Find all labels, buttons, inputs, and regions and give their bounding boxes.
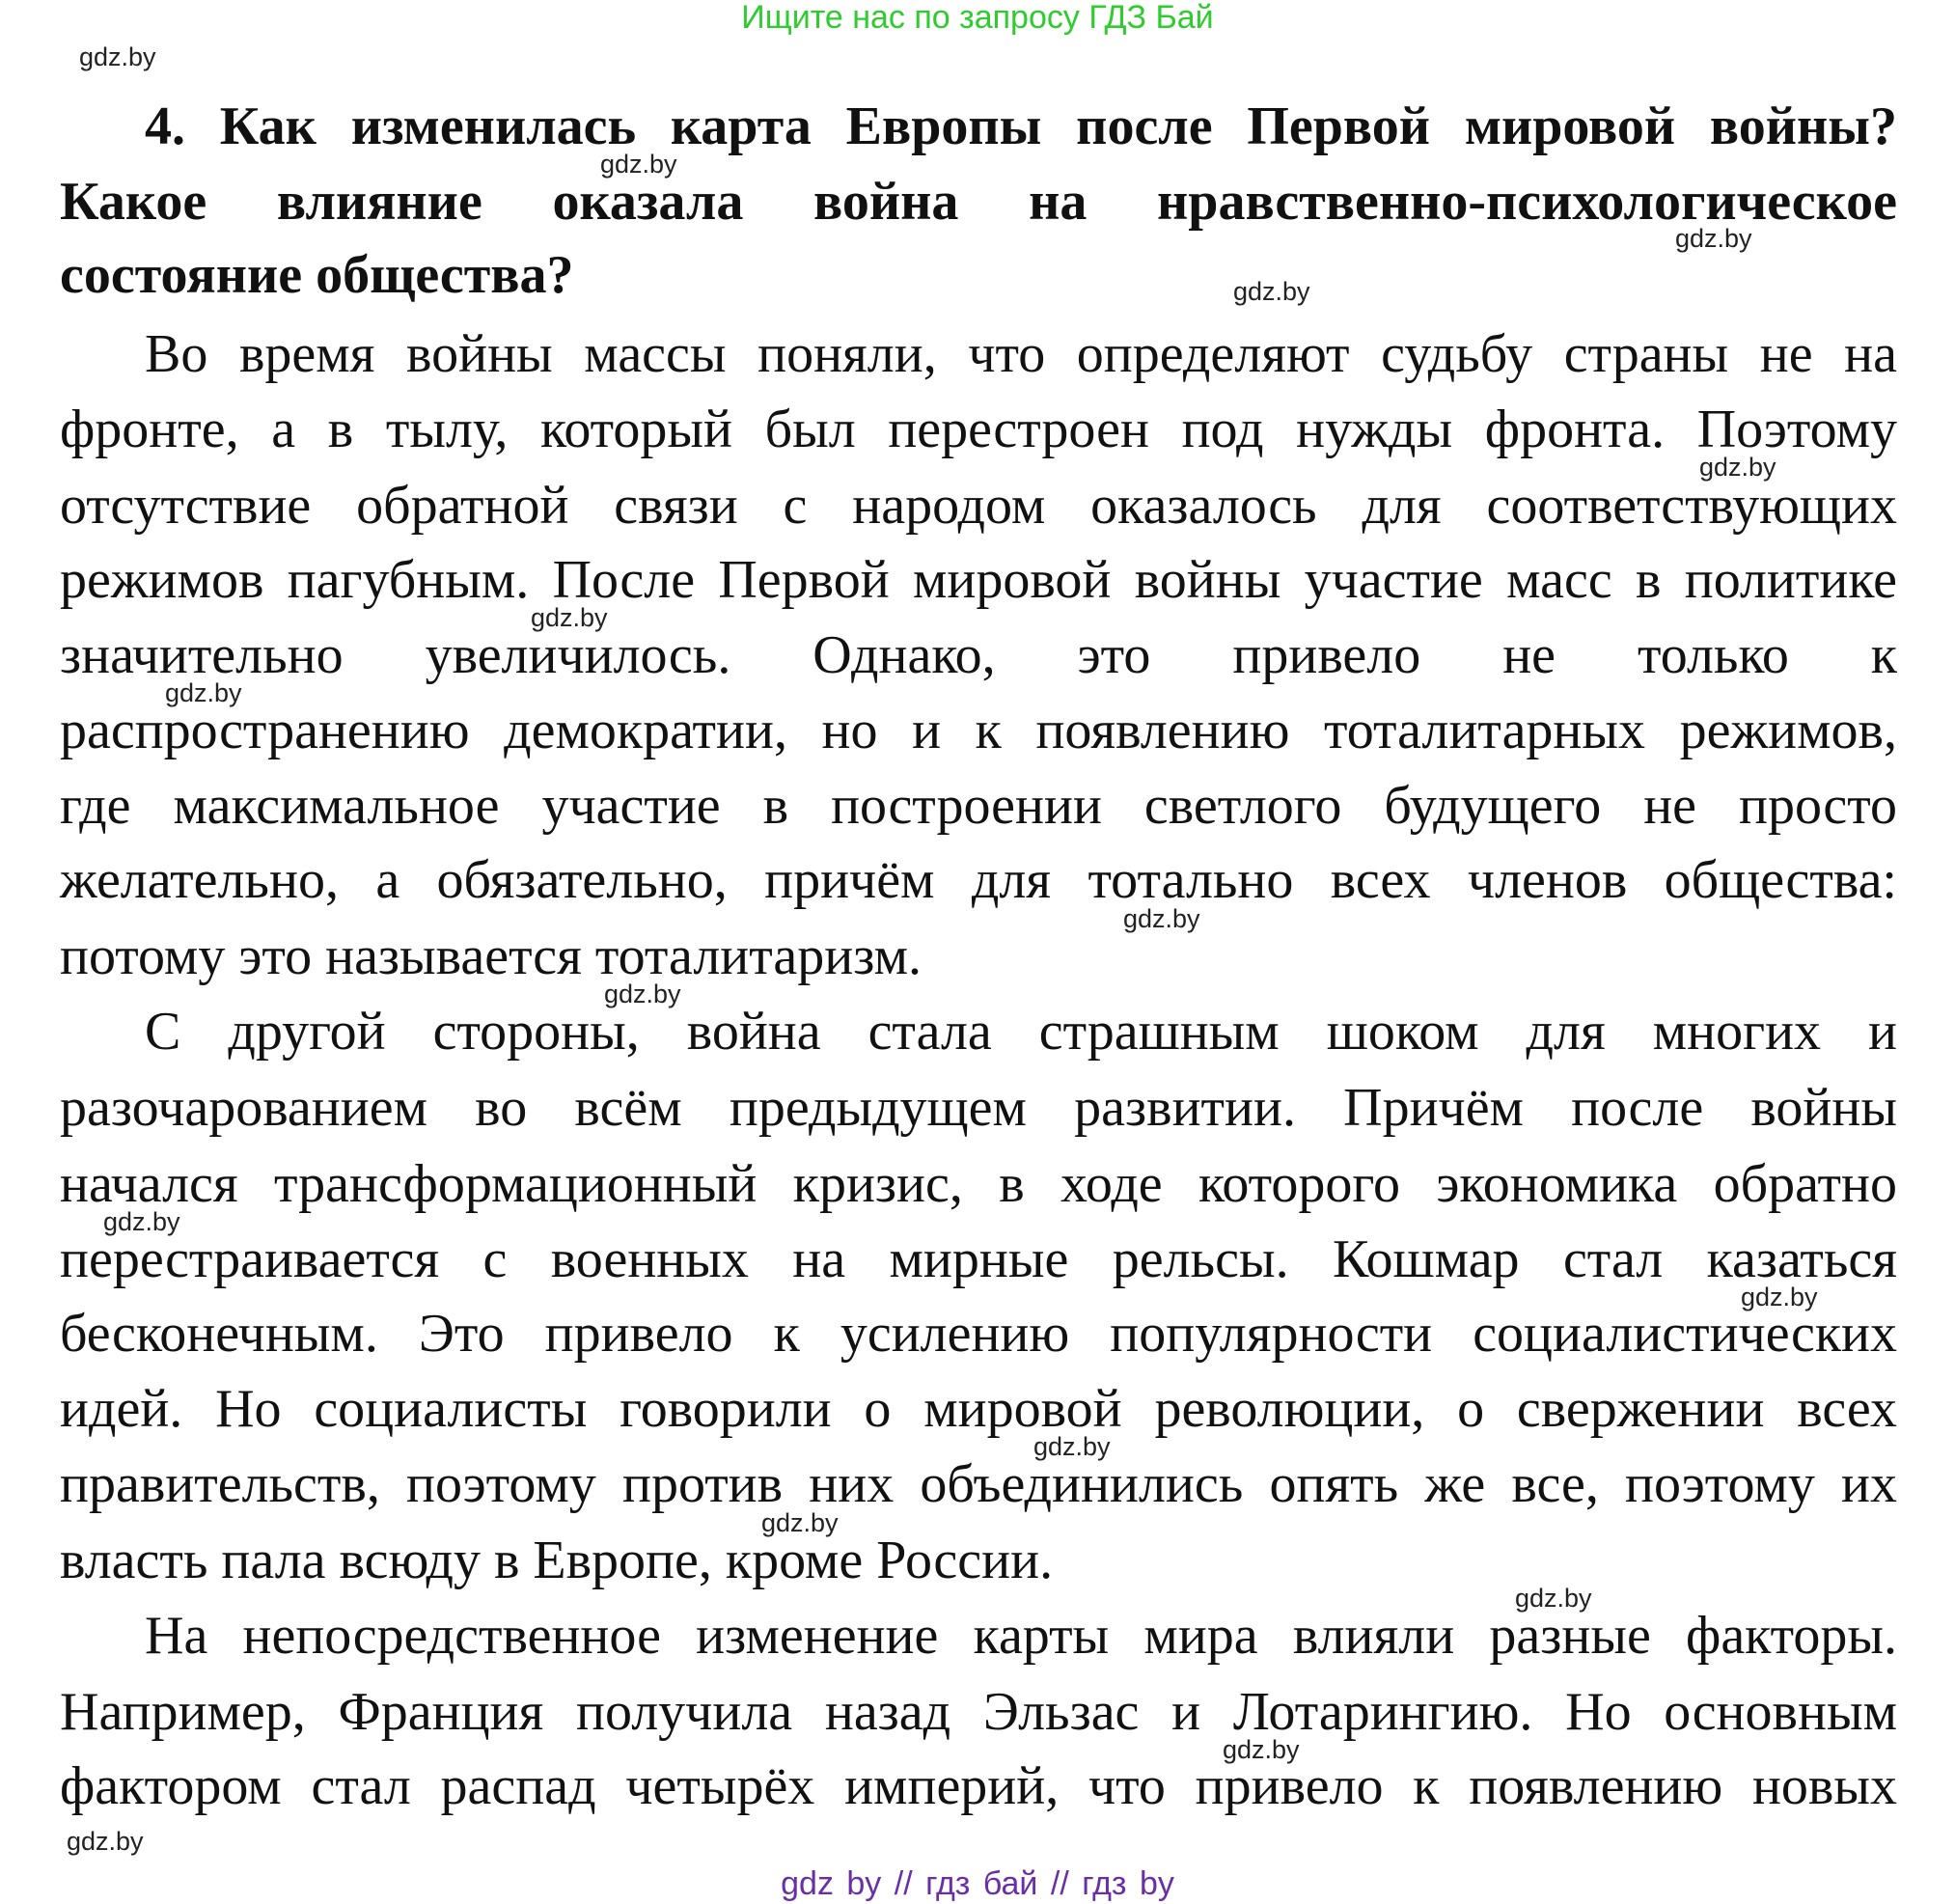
paragraph-2-line: бесконечным. Это привело к усилению популярности социалистических — [60, 1304, 1897, 1364]
watermark: gdz.by — [1223, 1735, 1300, 1764]
watermark: gdz.by — [531, 603, 608, 632]
watermark: gdz.by — [1233, 277, 1310, 306]
watermark: gdz.by — [600, 150, 677, 179]
paragraph-1-line: потому это называется тоталитаризм. — [60, 926, 922, 986]
paragraph-1-line: фронте, а в тылу, который был перестроен под нужды фронта. Поэтому — [60, 400, 1897, 459]
paragraph-2-line: разочарованием во всём предыдущем развитии. Причём после войны — [60, 1078, 1897, 1138]
watermark: gdz.by — [1123, 904, 1200, 933]
footer-links: gdz by // гдз бай // гдз by — [781, 1865, 1174, 1902]
question-heading-line-1: 4. Как изменилась карта Европы после Первой мировой войны? — [145, 97, 1897, 156]
watermark: gdz.by — [1515, 1584, 1592, 1613]
paragraph-1-line: распространению демократии, но и к появлению тоталитарных режимов, — [60, 701, 1897, 760]
watermark: gdz.by — [165, 678, 242, 707]
watermark: gdz.by — [761, 1508, 839, 1537]
paragraph-2-line: начался трансформационный кризис, в ходе которого экономика обратно — [60, 1154, 1897, 1214]
watermark: gdz.by — [1033, 1432, 1111, 1461]
watermark: gdz.by — [1741, 1283, 1818, 1311]
paragraph-1-line: желательно, а обязательно, причём для тотально всех членов общества: — [60, 850, 1897, 910]
watermark: gdz.by — [79, 42, 156, 71]
paragraph-2-line: перестраивается с военных на мирные рельсы. Кошмар стал казаться — [60, 1229, 1897, 1289]
paragraph-3-line: Например, Франция получила назад Эльзас и Лотарингию. Но основным — [60, 1682, 1897, 1742]
paragraph-2-line: власть пала всюду в Европе, кроме России. — [60, 1531, 1054, 1590]
watermark: gdz.by — [67, 1827, 144, 1856]
paragraph-3-line: На непосредственное изменение карты мира влияли разные факторы. — [145, 1606, 1897, 1666]
paragraph-2-line: правительств, поэтому против них объединились опять же все, поэтому их — [60, 1454, 1897, 1514]
watermark: gdz.by — [1675, 224, 1752, 253]
paragraph-1-line: Во время войны массы поняли, что определяют судьбу страны не на — [145, 324, 1897, 384]
paragraph-3-line: фактором стал распад четырёх империй, что привело к появлению новых — [60, 1756, 1897, 1816]
watermark: gdz.by — [103, 1207, 180, 1236]
paragraph-2-line: идей. Но социалисты говорили о мировой революции, о свержении всех — [60, 1379, 1897, 1439]
search-banner: Ищите нас по запросу ГДЗ Бай — [741, 0, 1214, 36]
watermark: gdz.by — [604, 980, 681, 1008]
watermark: gdz.by — [1699, 453, 1776, 482]
paragraph-2-line: С другой стороны, война стала страшным шоком для многих и — [145, 1002, 1897, 1062]
paragraph-1-line: значительно увеличилось. Однако, это привело не только к — [60, 625, 1897, 685]
paragraph-1-line: режимов пагубным. После Первой мировой войны участие масс в политике — [60, 550, 1897, 610]
question-heading-line-3: состояние общества? — [60, 245, 574, 305]
paragraph-1-line: где максимальное участие в построении светлого будущего не просто — [60, 776, 1897, 836]
paragraph-1-line: отсутствие обратной связи с народом оказалось для соответствующих — [60, 476, 1897, 536]
question-heading-line-2: Какое влияние оказала война на нравственно-психологическое — [60, 172, 1897, 232]
